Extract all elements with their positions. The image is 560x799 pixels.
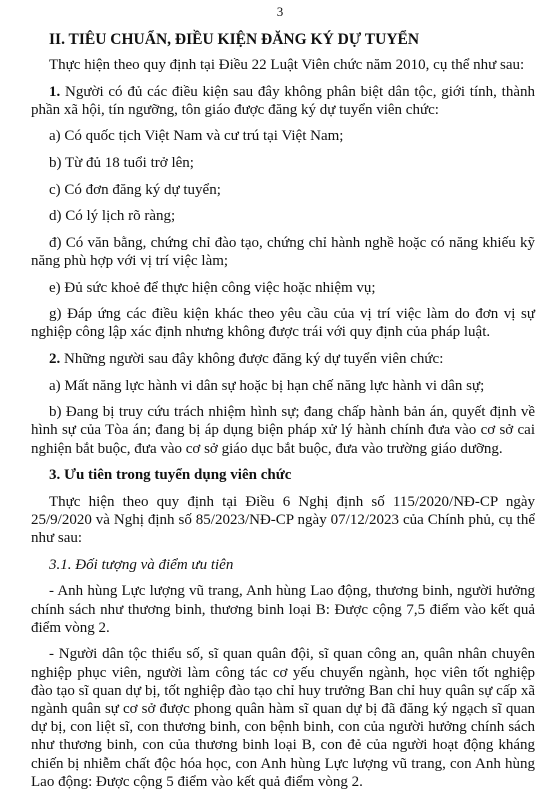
item-1-e: e) Đủ sức khoẻ để thực hiện công việc hoặc nhiệm vụ; xyxy=(49,279,376,296)
item-1-d: d) Có lý lịch rõ ràng; xyxy=(49,208,176,225)
document-body xyxy=(31,30,535,799)
item-2-a: a) Mất năng lực hành vi dân sự hoặc bị hạn chế năng lực hành vi dân sự; xyxy=(49,377,485,394)
item-2-number: 2. xyxy=(49,350,61,367)
item-1-text: Người có đủ các điều kiện sau đây không phân biệt dân tộc, giới tính, thành phần xã hội, tín ngưỡng, tôn giáo được đăng ký dự tuyển viên chức: xyxy=(31,83,535,118)
intro-paragraph: Thực hiện theo quy định tại Điều 22 Luật Viên chức năm 2010, cụ thể như sau: xyxy=(49,57,525,73)
sub-heading-3-1: 3.1. Đối tượng và điểm ưu tiên xyxy=(49,556,234,573)
item-2-paragraph xyxy=(31,350,535,368)
item-1-number: 1. xyxy=(49,83,61,100)
item-1-a: a) Có quốc tịch Việt Nam và cư trú tại Việt Nam; xyxy=(49,128,344,145)
item-1-paragraph xyxy=(31,83,535,119)
item-1-dd: đ) Có văn bằng, chứng chỉ đào tạo, chứng chỉ hành nghề hoặc có năng khiếu kỹ năng phù hợp với vị trí việc làm; xyxy=(31,234,535,269)
item-2-text: Những người sau đây không được đăng ký dự tuyển viên chức: xyxy=(64,350,444,367)
item-1-c: c) Có đơn đăng ký dự tuyển; xyxy=(49,181,221,198)
priority-paragraph-2: - Người dân tộc thiểu số, sĩ quan quân đội, sĩ quan công an, quân nhân chuyên nghiệp phục viên, người làm công tác cơ yếu chuyển ngành, học viên tốt nghiệp đào tạo sĩ quan dự bị, tốt nghiệp đào tạo chỉ huy trưởng Ban chỉ huy quân sự cấp xã ngành quân sự cơ sở được phong quân hàm sĩ quan dự bị đã đăng ký ngạch sĩ quan dự bị, con liệt sĩ, con thương binh, con bệnh binh, con của người hưởng chính sách như thương binh, con của thương binh loại B, con đẻ của người hoạt động kháng chiến bị nhiễm chất độc hóa học, con Anh hùng Lực lượng vũ trang, con Anh hùng Lao động: Được cộng 5 điểm vào kết quả điểm vòng 2. xyxy=(31,646,535,790)
page-number: 3 xyxy=(276,4,284,19)
item-1-b: b) Từ đủ 18 tuổi trở lên; xyxy=(49,154,194,171)
item-3-text: Thực hiện theo quy định tại Điều 6 Nghị định số 115/2020/NĐ-CP ngày 25/9/2020 và Nghị định số 85/2023/NĐ-CP ngày 07/12/2023 của Chính phủ, cụ thể như sau: xyxy=(31,493,535,547)
section-heading: II. TIÊU CHUẨN, ĐIỀU KIỆN ĐĂNG KÝ DỰ TUYỂN xyxy=(49,31,420,48)
item-2-b: b) Đang bị truy cứu trách nhiệm hình sự; đang chấp hành bản án, quyết định về hình sự của Tòa án; đang bị áp dụng biện pháp xử lý hành chính đưa vào cơ sở cai nghiện bắt buộc, đưa vào cơ sở giáo dục bắt buộc, đưa vào trường giáo dưỡng. xyxy=(31,404,535,457)
item-1-g: g) Đáp ứng các điều kiện khác theo yêu cầu của vị trí việc làm do đơn vị sự nghiệp công lập xác định nhưng không được trái với quy định của pháp luật. xyxy=(31,306,535,341)
item-3-heading: 3. Ưu tiên trong tuyển dụng viên chức xyxy=(49,467,292,484)
priority-paragraph-1: - Anh hùng Lực lượng vũ trang, Anh hùng Lao động, thương binh, người hưởng chính sách như thương binh, thương binh loại B: Được cộng 7,5 điểm vào kết quả điểm vòng 2. xyxy=(31,583,535,636)
